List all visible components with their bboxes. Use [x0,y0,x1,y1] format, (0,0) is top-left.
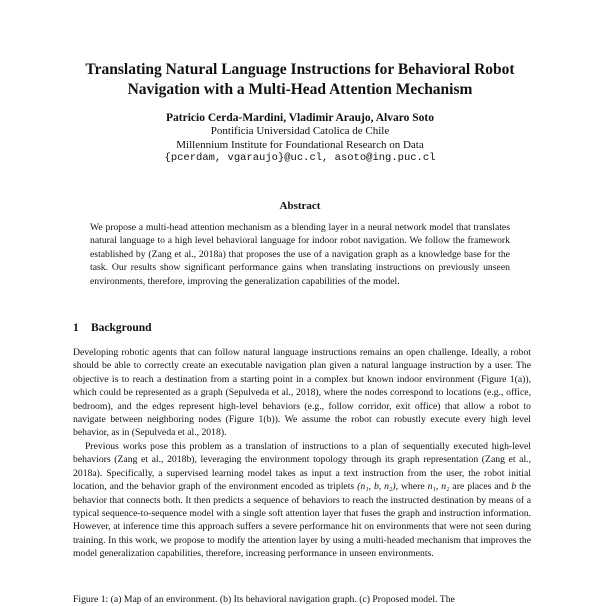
section-title: Background [91,322,152,334]
abstract-text: We propose a multi-head attention mechanism as a blending layer in a neural network model that translates natural language to a high level behavioral language for indoor robot navigation. We follow the framework established by (Zang et al., 2018a) that proposes the use of a navigation graph as a knowledge base for the task. Our results show significant performance gains when translating instructions on previously unseen environments, therefore, improving the generalization capabilities of the model. [90,222,510,287]
abstract-heading: Abstract [279,200,321,212]
behavior-variable: b [511,481,517,493]
title-line-1: Translating Natural Language Instructions for Behavioral Robot [85,61,515,78]
triplet-notation: (n₁, b, n₂) [357,481,396,493]
node-variables: n₁, n₂ [427,481,450,493]
para2-text-b: , where [395,481,428,493]
para2-text-a: Previous works pose this problem as a translation of instructions to a plan of sequentially executed high-level behaviors (Zang et al., 2018b), leveraging the environment topology through its graph representation (Zang et al., 2018a). Specifically, a supervised learning model takes as input a text instruction from the user, the robot initial location, and the behavior graph of the environment encoded as triplets [73,441,531,493]
section-number: 1 [73,322,79,334]
para2-text-d: the behavior that connects both. It then predicts a sequence of behaviors to reach the instructed destination by means of a typical sequence-to-sequence model with a single soft attention layer that fuses the graph and instruction information. However, at inference time this approach suffers a severe performance hit on environments that were not seen during training. In this work, we propose to modify the attention layer by using a multi-headed mechanism that improves the model generalization capabilities, therefore, increasing performance in unseen environments. [73,481,531,560]
author-list: Patricio Cerda-Mardini, Vladimir Araujo, Alvaro Soto [166,112,434,124]
paper-title [60,60,540,100]
section-heading [73,322,152,334]
title-line-2: Navigation with a Multi-Head Attention Mechanism [127,81,473,98]
figure-caption: Figure 1: (a) Map of an environment. (b) Its behavioral navigation graph. (c) Proposed model. The [73,594,455,605]
para2-text-c: are places and [449,481,512,493]
background-paragraph-2 [73,440,531,561]
affiliation-1: Pontificia Universidad Catolica de Chile [210,125,390,137]
affiliation-2: Millennium Institute for Foundational Research on Data [176,139,424,151]
author-emails: {pcerdam, vgaraujo}@uc.cl, asoto@ing.puc.cl [164,152,436,164]
background-paragraph-1: Developing robotic agents that can follow natural language instructions remains an open challenge. Ideally, a robot should be able to correctly create an executable navigation plan given a natural language instruction by a user. The objective is to reach a destination from a starting point in a complex but known indoor environment (Figure 1(a)), which could be represented as a graph (Sepulveda et al., 2018), where the nodes correspond to locations (e.g., office, bedroom), and the edges represent high-level behaviors (e.g., follow corridor, exit office) that allow a robot to navigate between neighboring nodes (Figure 1(b)). We assume the robot can robustly execute every high level behavior, as in (Sepulveda et al., 2018). [73,347,531,439]
